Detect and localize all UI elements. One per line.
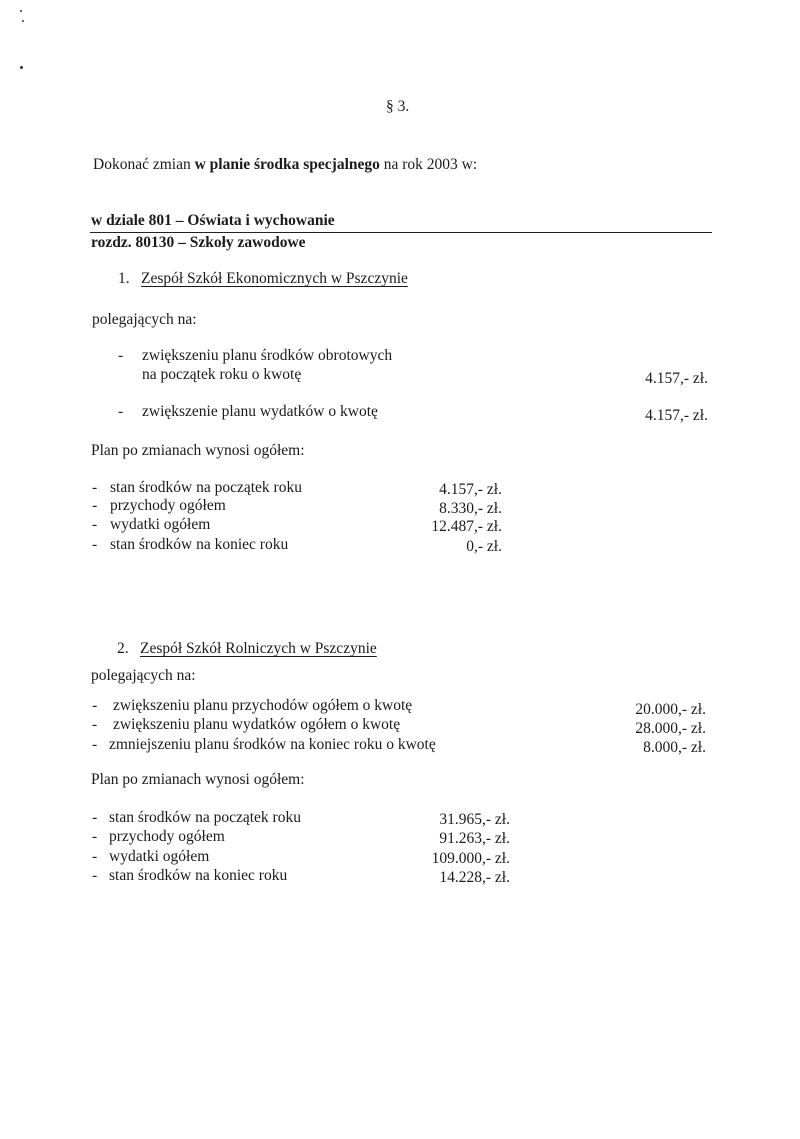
polegajacych-label: polegających na: [91,667,196,684]
plan-item-amount: 12.487,- zł. [431,518,502,535]
plan-item-label: stan środków na koniec roku [110,536,289,553]
change-text: zmniejszeniu planu środków na koniec roku o kwotę [109,736,436,753]
scan-speck [22,20,24,22]
change-text: zwiększeniu planu środków obrotowych [142,347,393,364]
change-dash: - [92,736,98,753]
heading-rule [90,232,712,233]
intro-prefix: Dokonać zmian [93,156,195,173]
change-dash: - [92,697,98,714]
scan-speck [20,66,23,69]
change-amount: 4.157,- zł. [645,370,708,387]
unit-name: Zespół Szkół Ekonomicznych w Pszczynie [141,270,408,287]
plan-dash: - [92,536,98,553]
change-amount: 8.000,- zł. [643,739,706,756]
heading-dzial: w dziale 801 – Oświata i wychowanie [91,212,335,229]
change-dash: - [118,403,124,420]
change-amount: 20.000,- zł. [635,701,706,718]
plan-dash: - [92,479,98,496]
plan-label: Plan po zmianach wynosi ogółem: [91,771,305,788]
plan-item-label: wydatki ogółem [110,516,211,533]
section-title: § 3. [386,98,410,115]
plan-item-amount: 0,- zł. [466,538,502,555]
intro-suffix: na rok 2003 w: [379,156,478,173]
plan-item-label: stan środków na początek roku [109,809,301,826]
plan-item-amount: 31.965,- zł. [439,811,510,828]
plan-label: Plan po zmianach wynosi ogółem: [91,442,305,459]
change-text-cont: na początek roku o kwotę [142,366,302,383]
unit-number: 2. [117,640,129,657]
change-amount: 4.157,- zł. [645,407,708,424]
scan-speck [20,10,22,12]
plan-dash: - [92,516,98,533]
unit-number: 1. [118,270,130,287]
plan-dash: - [92,867,98,884]
plan-dash: - [92,828,98,845]
heading-rozdz: rozdz. 80130 – Szkoły zawodowe [91,234,306,251]
plan-item-amount: 14.228,- zł. [439,869,510,886]
plan-dash: - [92,809,98,826]
plan-item-amount: 4.157,- zł. [439,481,502,498]
plan-item-label: stan środków na początek roku [110,479,302,496]
plan-item-amount: 109.000,- zł. [431,850,510,867]
plan-item-label: przychody ogółem [109,828,225,845]
intro-sentence [93,156,477,174]
intro-bold: w planie środka specjalnego [194,156,380,173]
change-dash: - [92,716,98,733]
change-amount: 28.000,- zł. [635,720,706,737]
plan-dash: - [92,497,98,514]
unit-name: Zespół Szkół Rolniczych w Pszczynie [140,640,377,657]
polegajacych-label: polegających na: [92,311,197,328]
change-text: zwiększeniu planu przychodów ogółem o kwotę [113,697,413,714]
plan-item-amount: 91.263,- zł. [439,830,510,847]
change-text: zwiększenie planu wydatków o kwotę [142,403,378,420]
plan-item-label: przychody ogółem [110,497,226,514]
change-dash: - [118,347,124,364]
plan-item-label: stan środków na koniec roku [109,867,288,884]
plan-item-label: wydatki ogółem [109,848,210,865]
plan-dash: - [92,848,98,865]
plan-item-amount: 8.330,- zł. [439,500,502,517]
change-text: zwiększeniu planu wydatków ogółem o kwotę [113,716,401,733]
